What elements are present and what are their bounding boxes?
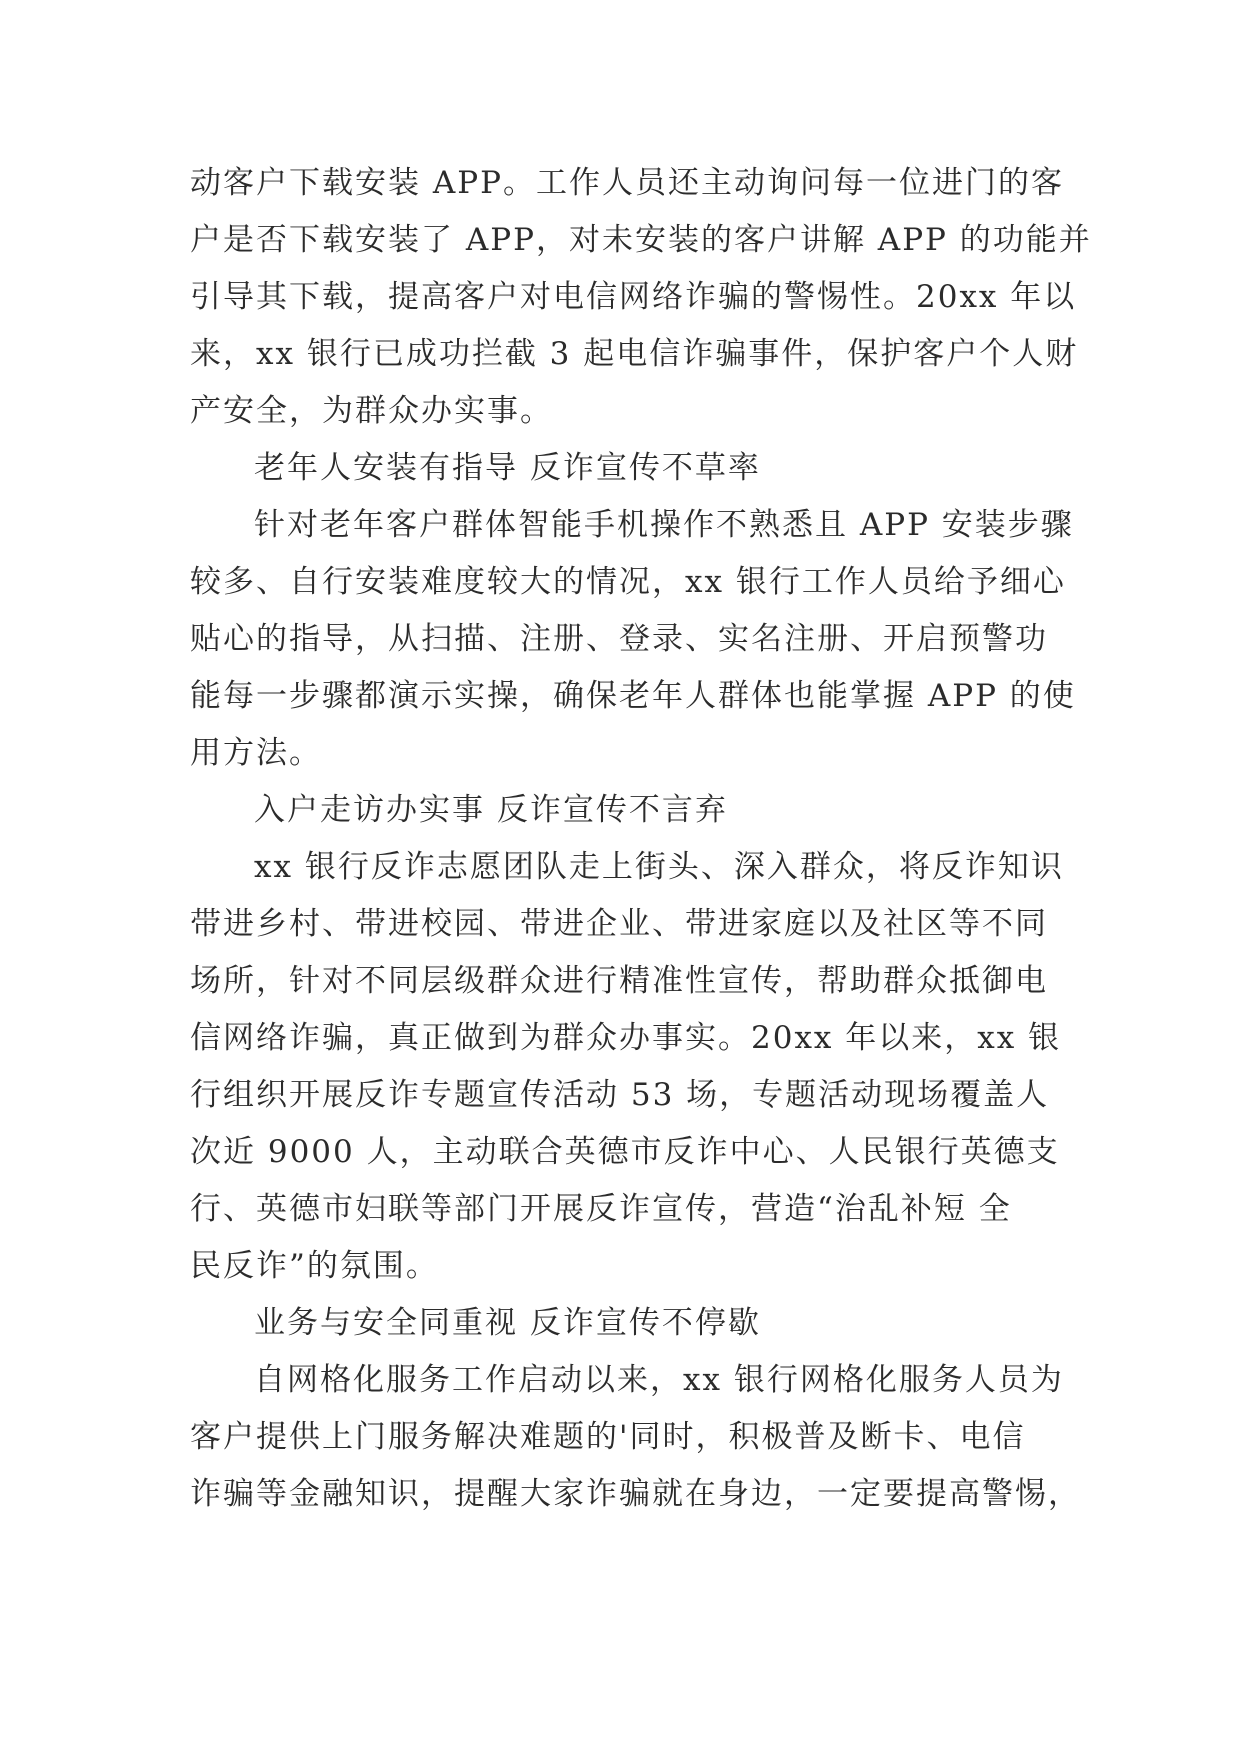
section-heading: 业务与安全同重视 反诈宣传不停歇 xyxy=(254,1305,761,1341)
paragraph-line: 来，xx 银行已成功拦截 3 起电信诈骗事件，保护客户个人财 xyxy=(190,336,1079,372)
paragraph-line: xx 银行反诈志愿团队走上街头、深入群众，将反诈知识 xyxy=(254,849,1064,885)
paragraph-line: 户是否下载安装了 APP，对未安装的客户讲解 APP 的功能并 xyxy=(190,222,1092,258)
paragraph-line: 产安全，为群众办实事。 xyxy=(190,393,553,429)
paragraph-line: 次近 9000 人，主动联合英德市反诈中心、人民银行英德支 xyxy=(190,1134,1060,1170)
paragraph-line: 客户提供上门服务解决难题的'同时，积极普及断卡、电信 xyxy=(190,1419,1026,1455)
paragraph-line: 场所，针对不同层级群众进行精准性宣传，帮助群众抵御电 xyxy=(190,963,1048,999)
section-heading: 入户走访办实事 反诈宣传不言弃 xyxy=(254,792,728,828)
paragraph-line: 信网络诈骗，真正做到为群众办事实。20xx 年以来，xx 银 xyxy=(190,1020,1062,1056)
paragraph-line: 用方法。 xyxy=(190,735,322,771)
paragraph-line: 诈骗等金融知识，提醒大家诈骗就在身边，一定要提高警惕， xyxy=(190,1476,1081,1512)
paragraph-line: 自网格化服务工作启动以来，xx 银行网格化服务人员为 xyxy=(254,1362,1064,1398)
paragraph-line: 带进乡村、带进校园、带进企业、带进家庭以及社区等不同 xyxy=(190,906,1048,942)
paragraph-line: 民反诈”的氛围。 xyxy=(190,1248,439,1284)
paragraph-line: 行、英德市妇联等部门开展反诈宣传，营造“治乱补短 全 xyxy=(190,1191,1012,1227)
document-body xyxy=(190,155,1092,1523)
paragraph-line: 行组织开展反诈专题宣传活动 53 场，专题活动现场覆盖人 xyxy=(190,1077,1050,1113)
paragraph-line: 针对老年客户群体智能手机操作不熟悉且 APP 安装步骤 xyxy=(254,507,1074,543)
paragraph-line: 引导其下载，提高客户对电信网络诈骗的警惕性。20xx 年以 xyxy=(190,279,1077,315)
paragraph-line: 贴心的指导，从扫描、注册、登录、实名注册、开启预警功 xyxy=(190,621,1048,657)
section-heading: 老年人安装有指导 反诈宣传不草率 xyxy=(254,450,761,486)
paragraph-line: 动客户下载安装 APP。工作人员还主动询问每一位进门的客 xyxy=(190,165,1064,201)
paragraph-line: 能每一步骤都演示实操，确保老年人群体也能掌握 APP 的使 xyxy=(190,678,1076,714)
paragraph-line: 较多、自行安装难度较大的情况，xx 银行工作人员给予细心 xyxy=(190,564,1066,600)
